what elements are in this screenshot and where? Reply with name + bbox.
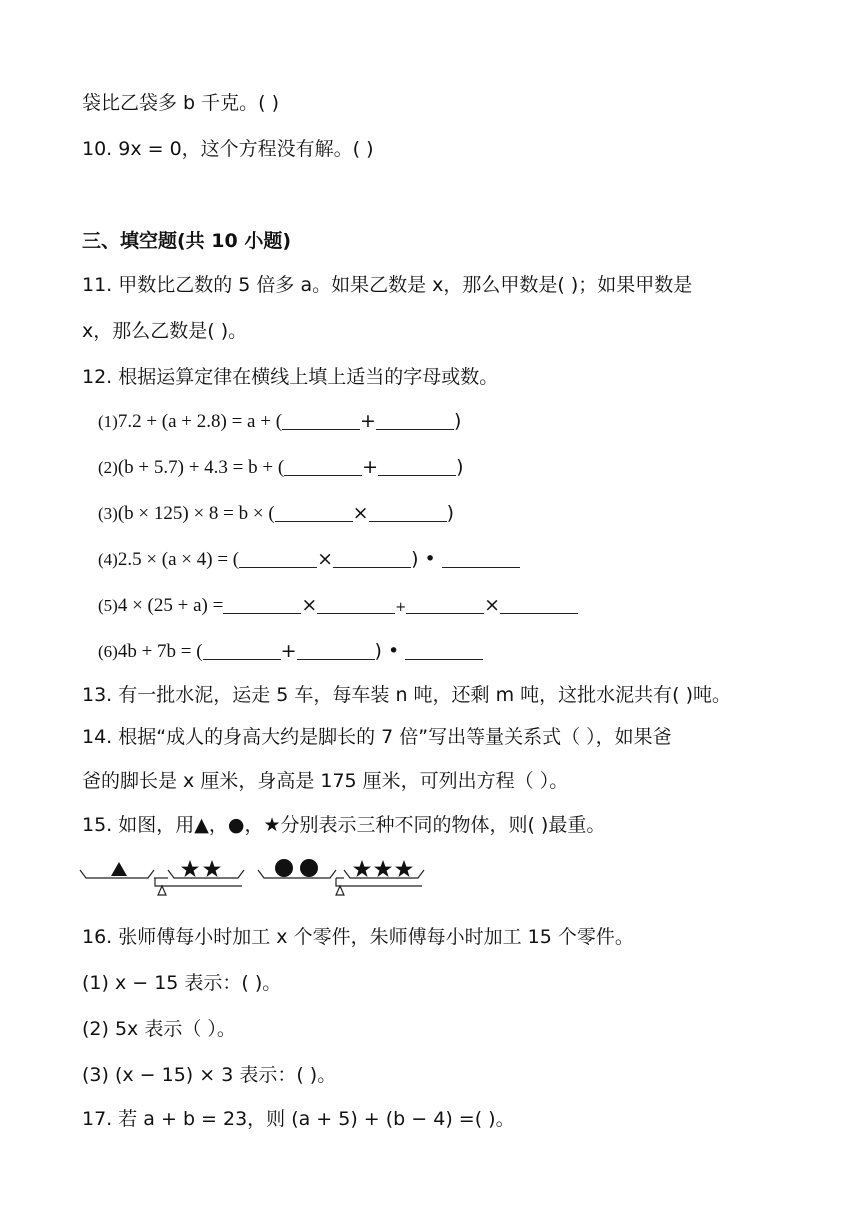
star-icon <box>203 860 221 877</box>
star-icon <box>353 860 371 877</box>
q12-part-6-end: ) • <box>374 640 400 662</box>
q12-part-3-end: ) <box>446 502 455 524</box>
q12-part-1-op: + <box>360 410 376 432</box>
q12-part-6-label: (6) <box>98 642 118 661</box>
blank[interactable] <box>406 593 484 614</box>
q12-part-6 <box>98 636 483 667</box>
fulcrum-icon <box>158 886 166 895</box>
question-13: 13. 有一批水泥，运走 5 车，每车装 n 吨，还剩 m 吨，这批水泥共有( )吨。 <box>82 684 731 706</box>
question-16-part-3: (3) (x − 15) × 3 表示：( )。 <box>82 1064 337 1086</box>
question-14-line2: 爸的脚长是 x 厘米，身高是 175 厘米，可列出方程（ ）。 <box>82 770 569 792</box>
blank[interactable] <box>239 547 317 568</box>
question-16-part-2: (2) 5x 表示（ ）。 <box>82 1018 236 1040</box>
blank[interactable] <box>442 547 520 568</box>
q12-part-5 <box>98 590 578 623</box>
triangle-icon <box>111 862 127 876</box>
q12-part-5-label: (5) <box>98 596 118 615</box>
blank[interactable] <box>405 639 483 660</box>
q12-part-1 <box>98 406 461 437</box>
q12-part-4 <box>98 544 520 575</box>
star-icon <box>374 860 392 877</box>
q12-part-3-text: (b × 125) × 8 = b × ( <box>117 503 275 524</box>
question-15: 15. 如图，用▲，●，★分别表示三种不同的物体，则( )最重。 <box>82 814 606 836</box>
q12-part-4-op: × <box>317 548 334 570</box>
blank[interactable] <box>500 593 578 614</box>
circle-icon <box>275 859 293 877</box>
fulcrum-icon <box>336 886 344 895</box>
blank[interactable] <box>275 501 353 522</box>
balance-scale-right <box>258 859 424 895</box>
blank[interactable] <box>297 639 375 660</box>
blank[interactable] <box>284 455 362 476</box>
blank[interactable] <box>333 547 411 568</box>
q12-part-5-text: 4 × (25 + a) = <box>117 595 224 616</box>
q12-part-4-text: 2.5 × (a × 4) = ( <box>117 549 240 570</box>
q12-part-2 <box>98 452 464 483</box>
q12-part-2-text: (b + 5.7) + 4.3 = b + ( <box>117 457 285 478</box>
q9-continuation: 袋比乙袋多 b 千克。( ) <box>82 92 280 114</box>
q12-part-6-op: + <box>280 640 297 662</box>
q12-part-3-label: (3) <box>98 504 118 523</box>
question-12: 12. 根据运算定律在横线上填上适当的字母或数。 <box>82 366 499 388</box>
q12-part-1-text: 7.2 + (a + 2.8) = a + ( <box>117 411 283 432</box>
q12-part-4-label: (4) <box>98 550 118 569</box>
section-title: 三、填空题(共 10 小题) <box>82 230 292 252</box>
q12-part-5-op3: × <box>484 594 501 616</box>
question-16-part-1: (1) x − 15 表示：( )。 <box>82 972 282 994</box>
q12-part-3 <box>98 498 454 529</box>
question-11-line1: 11. 甲数比乙数的 5 倍多 a。如果乙数是 x，那么甲数是( )；如果甲数是 <box>82 274 693 296</box>
blank[interactable] <box>376 409 454 430</box>
q12-part-2-end: ) <box>456 456 464 478</box>
question-16: 16. 张师傅每小时加工 x 个零件，朱师傅每小时加工 15 个零件。 <box>82 926 634 948</box>
question-17: 17. 若 a + b = 23，则 (a + 5) + (b − 4) =( )。 <box>82 1108 515 1130</box>
star-icon <box>395 860 413 877</box>
q12-part-2-op: + <box>362 456 379 478</box>
q12-part-3-op: × <box>352 502 369 524</box>
blank[interactable] <box>203 639 281 660</box>
blank[interactable] <box>378 455 456 476</box>
question-11-line2: x，那么乙数是( )。 <box>82 320 248 342</box>
q12-part-5-op1: × <box>301 594 318 616</box>
balance-scales-figure <box>78 848 428 896</box>
q12-part-2-label: (2) <box>98 458 118 477</box>
blank[interactable] <box>317 593 395 614</box>
q12-part-1-label: (1) <box>98 412 118 431</box>
q12-part-6-text: 4b + 7b = ( <box>117 641 203 662</box>
q12-part-4-end: ) • <box>411 548 436 570</box>
q12-part-5-op2: + <box>395 600 407 615</box>
circle-icon <box>300 859 318 877</box>
star-icon <box>181 860 199 877</box>
balance-scale-left <box>80 860 244 895</box>
blank[interactable] <box>282 409 360 430</box>
question-10: 10. 9x = 0，这个方程没有解。( ) <box>82 138 374 160</box>
blank[interactable] <box>369 501 447 522</box>
blank[interactable] <box>223 593 301 614</box>
q12-part-1-end: ) <box>453 410 462 432</box>
question-14-line1: 14. 根据“成人的身高大约是脚长的 7 倍”写出等量关系式（ ），如果爸 <box>82 726 672 748</box>
